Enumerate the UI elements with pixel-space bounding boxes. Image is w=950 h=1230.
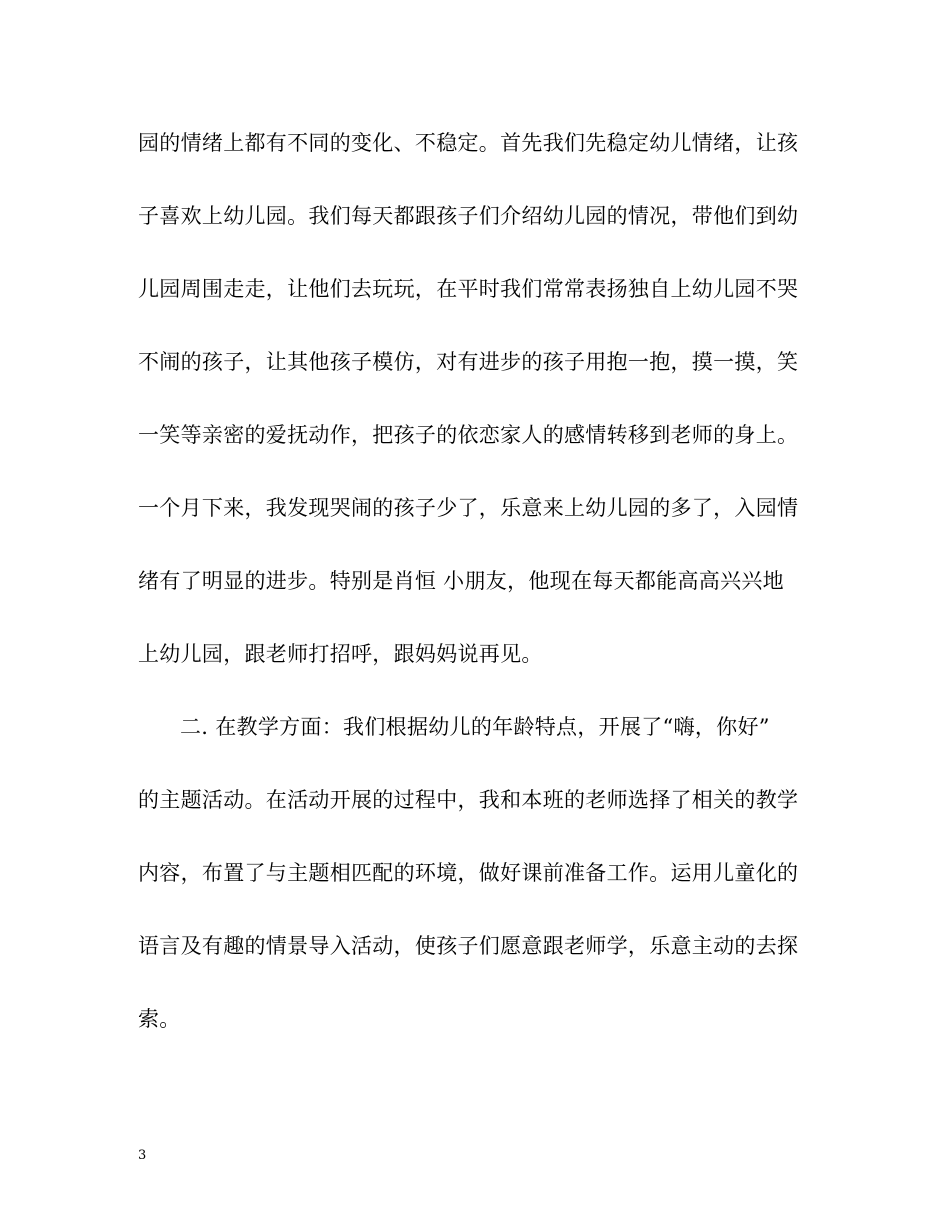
text-line: 的主题活动。在活动开展的过程中，我和本班的老师选择了相关的教学 [138,788,799,812]
text-line: 绪有了明显的进步。特别是肖恒 小朋友，他现在每天都能高高兴兴地 [138,569,784,593]
page-number: 3 [138,1148,147,1163]
paragraph-start-line: 二. 在教学方面：我们根据幼儿的年龄特点，开展了“嗨，你好” [180,715,770,739]
text-line: 索。 [138,1007,181,1031]
text-line: 一个月下来，我发现哭闹的孩子少了，乐意来上幼儿园的多了，入园情 [138,496,799,520]
text-line: 上幼儿园，跟老师打招呼，跟妈妈说再见。 [138,642,543,666]
text-line: 语言及有趣的情景导入活动，使孩子们愿意跟老师学，乐意主动的去探 [138,934,799,958]
text-line: 子喜欢上幼儿园。我们每天都跟孩子们介绍幼儿园的情况，带他们到幼 [138,204,799,228]
text-line: 一笑等亲密的爱抚动作，把孩子的依恋家人的感情转移到老师的身上。 [138,423,799,447]
text-line: 不闹的孩子，让其他孩子模仿，对有进步的孩子用抱一抱，摸一摸，笑 [138,350,799,374]
text-line: 内容，布置了与主题相匹配的环境，做好课前准备工作。运用儿童化的 [138,861,799,885]
text-line: 儿园周围走走，让他们去玩玩，在平时我们常常表扬独自上幼儿园不哭 [138,277,799,301]
text-line: 园的情绪上都有不同的变化、不稳定。首先我们先稳定幼儿情绪，让孩 [138,131,799,155]
